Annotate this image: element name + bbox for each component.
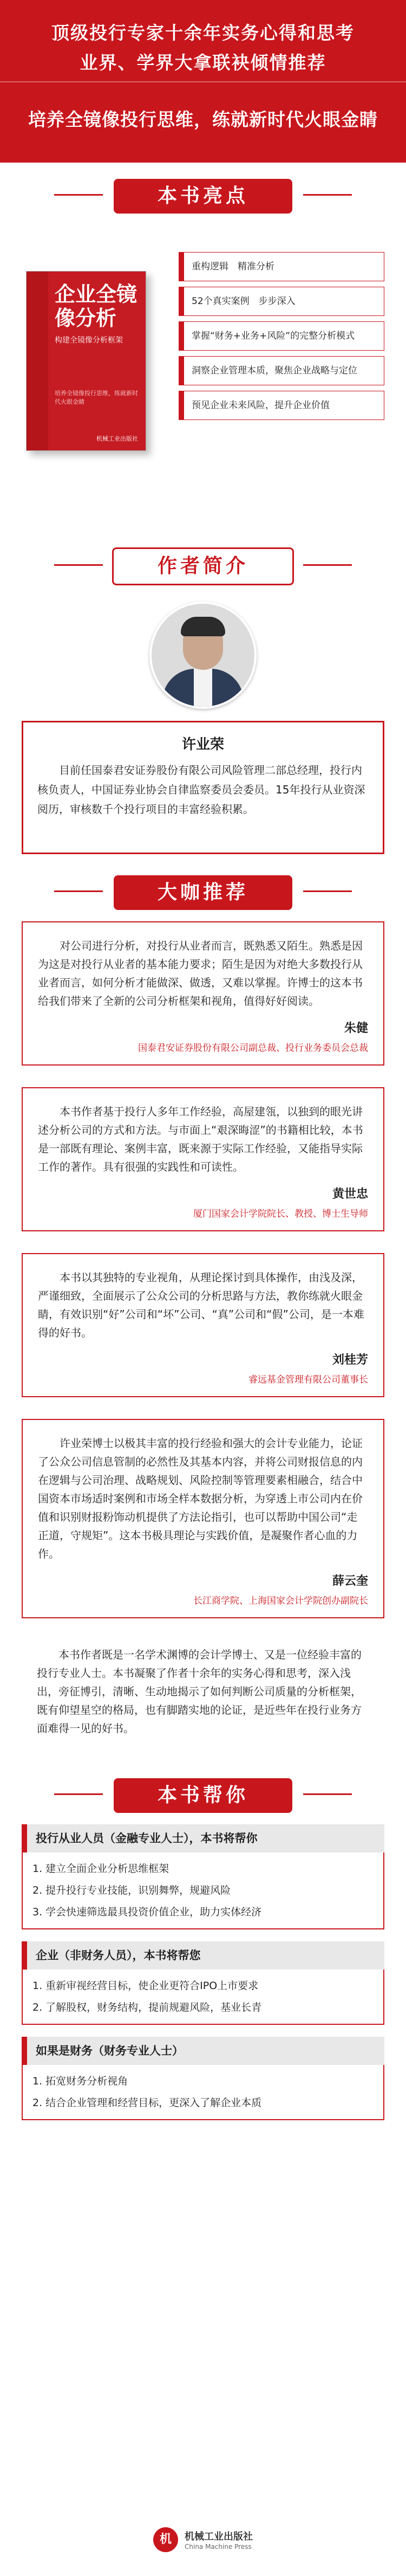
header-banner — [0, 0, 406, 163]
recommendation-position: 长江商学院、上海国家会计学院创办副院长 — [193, 1596, 368, 1606]
author-bio: 目前任国泰君安证券股份有限公司风险管理二部总经理，投行内核负责人，中国证券业协会自律监察委员会委员。15年投行从业资深阅历，审核数千个投行项目的丰富经验积累。 — [37, 764, 365, 816]
help-item: 1. 重新审视经营目标，使企业更符合IPO上市要求 — [32, 1980, 259, 1992]
recommendation-signature: 薛云奎 — [332, 1574, 368, 1588]
help-group-list — [22, 1970, 384, 2025]
help-group-list — [22, 2065, 384, 2120]
recommendations-banner — [0, 862, 406, 921]
recommendation-signature: 黄世忠 — [332, 1187, 368, 1201]
help-item: 3. 学会快速筛选最具投资价值企业，助力实体经济 — [32, 1906, 262, 1918]
header-slogan: 培养全镜像投行思维，练就新时代火眼金睛 — [28, 109, 378, 130]
recommendation-position: 睿远基金管理有限公司董事长 — [248, 1374, 368, 1385]
help-group-heading: 如果是财务（财务专业人士） — [22, 2037, 384, 2065]
book-title: 企业全镜像分析 — [55, 282, 137, 330]
author-banner — [0, 531, 406, 596]
author-photo — [149, 602, 257, 709]
author-photo-shirt — [194, 669, 212, 707]
publisher-logo — [153, 2527, 253, 2552]
help-item: 1. 拓宽财务分析视角 — [32, 2075, 128, 2087]
highlight-item: 洞察企业管理本质，聚焦企业战略与定位 — [179, 356, 384, 385]
book-tagline: 培养全镜像投行思维，练就新时代火眼金睛 — [55, 390, 138, 405]
highlight-item: 掌握“财务+业务+风险”的完整分析模式 — [179, 321, 384, 351]
book-subtitle: 构建全镜像分析框架 — [55, 336, 123, 345]
recommendation-closing — [22, 1640, 384, 1743]
highlight-item: 52个真实案例 步步深入 — [179, 287, 384, 316]
author-section — [0, 596, 406, 862]
highlights-list — [179, 252, 384, 425]
recommendation-position: 厦门国家会计学院院长、教授、博士生导师 — [193, 1209, 368, 1219]
author-card — [22, 721, 384, 854]
publisher-name-en: China Machine Press — [185, 2543, 252, 2551]
help-item: 2. 提升投行专业技能，识别舞弊，规避风险 — [32, 1884, 231, 1896]
highlights-banner — [0, 163, 406, 228]
recommendation-signature: 朱健 — [344, 1022, 368, 1035]
help-group-finance — [22, 2037, 384, 2120]
footer — [0, 2511, 406, 2576]
header-divider — [0, 81, 406, 82]
help-group-enterprise — [22, 1941, 384, 2025]
author-photo-hair — [181, 617, 225, 636]
help-group-heading: 投行从业人员（金融专业人士），本书将帮你 — [22, 1824, 384, 1852]
help-group-heading: 企业（非财务人员），本书将帮您 — [22, 1941, 384, 1970]
help-item: 2. 结合企业管理和经营目标，更深入了解企业本质 — [32, 2097, 262, 2109]
help-group-bankers — [22, 1824, 384, 1929]
help-item: 2. 了解股权，财务结构，提前规避风险，基业长青 — [32, 2002, 262, 2013]
recommendation-card — [22, 921, 384, 1066]
recommendation-text: 本书作者基于投行人多年工作经验，高屋建瓴，以独到的眼光讲述分析公司的方式和方法。与市面上“艰深晦涩”的书籍相比较，本书是一部既有理论、案例丰富，既来源于实际工作经验，又能指导实际工作的著作。具有很强的实践性和可读性。 — [38, 1105, 363, 1173]
author-name: 许业荣 — [181, 737, 224, 753]
recommendation-signature: 刘桂芳 — [332, 1353, 368, 1367]
highlight-item: 重构逻辑 精准分析 — [179, 252, 384, 281]
help-group-list — [22, 1852, 384, 1929]
help-item: 1. 建立全面企业分析思维框架 — [32, 1863, 169, 1875]
recommendation-card — [22, 1419, 384, 1618]
highlights-section — [0, 228, 406, 531]
book-publisher: 机械工业出版社 — [96, 435, 138, 442]
header-line2: 业界、学界大拿联袂倾情推荐 — [80, 52, 326, 73]
recommendation-position: 国泰君安证券股份有限公司副总裁、投行业务委员会总裁 — [138, 1043, 368, 1054]
book-cover-image — [26, 271, 146, 451]
author-section-title: 作者简介 — [112, 547, 294, 585]
help-title: 本书帮你 — [114, 1778, 292, 1813]
recommendation-text: 许业荣博士以极其丰富的投行经验和强大的会计专业能力，论证了公众公司信息管制的必然性及其基本内容，并将公司财报信息的内在逻辑与公司治理、战略规划、风险控制等管理要素相融合，结合中国资本市场适时案例和市场全样本数据分析，为穿透上市公司内在价值和识别财报粉饰动机提供了方法论指引，也可以帮助中国公司“走正道，守规矩”。这本书极具理论与实践价值，是凝聚作者心血的力作。 — [38, 1437, 363, 1560]
book-spine — [27, 272, 48, 450]
highlight-item: 预见企业未来风险，提升企业价值 — [179, 391, 384, 420]
book-cover — [48, 272, 146, 450]
recommendation-text: 本书以其独特的专业视角，从理论探讨到具体操作，由浅及深，严谨细致，全面展示了公众公司的分析思路与方法，教你练就火眼金睛，有效识别“好”公司和“坏”公司、“真”公司和“假”公司，是一本难得的好书。 — [38, 1271, 364, 1339]
recommendation-text: 对公司进行分析，对投行从业者而言，既熟悉又陌生。熟悉是因为这是对投行从业者的基本能力要求；陌生是因为对绝大多数投行从业者而言，如何分析才能做深、做透，又难以掌握。许博士的这本书给我们带来了全新的公司分析框架和视角，值得好好阅读。 — [38, 939, 363, 1008]
recommendation-closing-text: 本书作者既是一名学术渊博的会计学博士、又是一位经验丰富的投行专业人士。本书凝聚了作者十余年的实务心得和思考，深入浅出，旁征博引，清晰、生动地揭示了如何判断公司质量的分析框架，既有仰望星空的格局，也有脚踏实地的论证，是近些年在投行业务方面难得一见的好书。 — [37, 1648, 362, 1735]
highlights-title: 本书亮点 — [114, 179, 292, 214]
recommendations-title: 大咖推荐 — [114, 875, 292, 910]
recommendation-card — [22, 1253, 384, 1397]
header-line1: 顶级投行专家十余年实务心得和思考 — [51, 22, 355, 43]
recommendation-card — [22, 1087, 384, 1231]
publisher-logo-icon: 机 — [153, 2527, 178, 2552]
help-banner — [0, 1765, 406, 1824]
publisher-name: 机械工业出版社 — [185, 2531, 253, 2542]
